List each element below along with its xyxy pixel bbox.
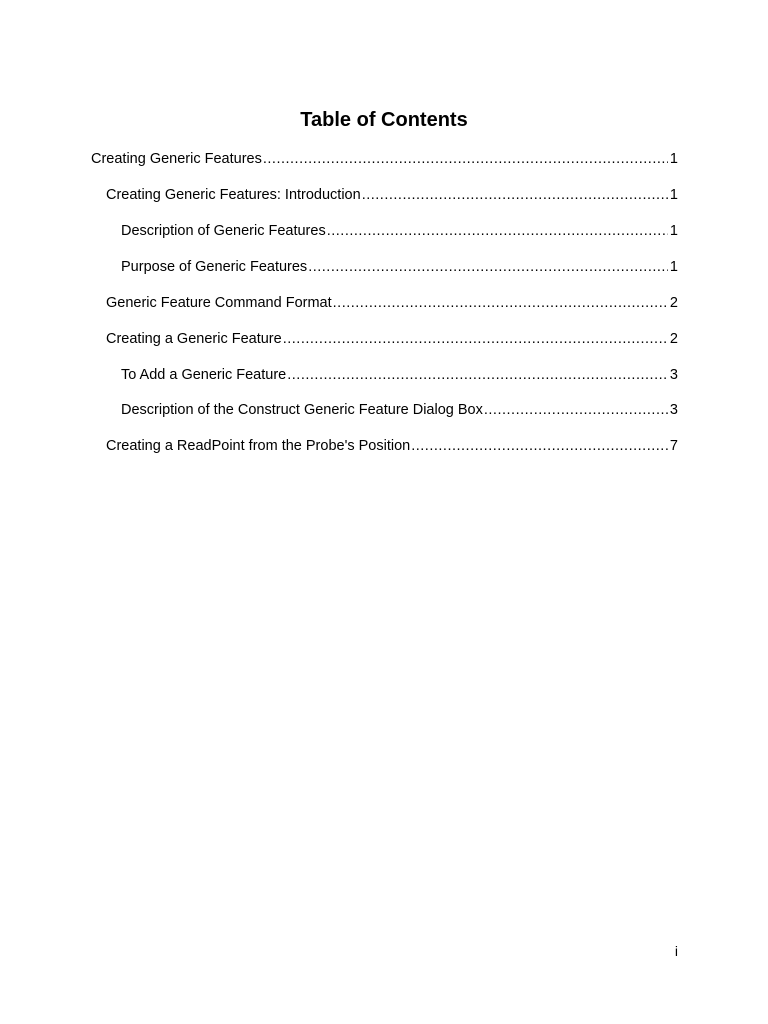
toc-entry[interactable] (106, 294, 678, 312)
toc-entry-label: Description of the Construct Generic Feature Dialog Box (121, 402, 483, 418)
toc-entry[interactable] (91, 150, 678, 168)
toc-entry-page: 2 (669, 331, 678, 347)
toc-entry-label: Creating Generic Features (91, 151, 262, 167)
toc-entry[interactable] (121, 401, 678, 419)
dot-leader (362, 186, 668, 204)
dot-leader (283, 330, 668, 348)
toc-entry-page: 1 (669, 187, 678, 203)
toc-entry[interactable] (121, 258, 678, 276)
toc-entry[interactable] (106, 437, 678, 455)
toc-entry-page: 1 (669, 151, 678, 167)
toc-entry[interactable] (121, 366, 678, 384)
toc-entry-page: 3 (669, 367, 678, 383)
toc-entry-page: 1 (669, 259, 678, 275)
dot-leader (411, 437, 668, 455)
toc-entry-label: Description of Generic Features (121, 223, 326, 239)
dot-leader (308, 258, 668, 276)
toc-entry-label: To Add a Generic Feature (121, 367, 287, 383)
dot-leader (263, 150, 668, 168)
toc-entry[interactable] (106, 330, 678, 348)
dot-leader (287, 366, 668, 384)
toc-entry-page: 7 (669, 438, 678, 454)
toc-entry-label: Purpose of Generic Features (121, 259, 308, 275)
toc-entry-label: Creating Generic Features: Introduction (106, 187, 361, 203)
toc-entry-label: Creating a Generic Feature (106, 331, 282, 347)
toc-entry-page: 2 (669, 295, 678, 311)
toc-entry-label: Generic Feature Command Format (106, 295, 332, 311)
toc-entry-page: 3 (669, 402, 678, 418)
toc-entry-label: Creating a ReadPoint from the Probe's Position (106, 438, 411, 454)
dot-leader (484, 401, 668, 419)
dot-leader (333, 294, 668, 312)
page-number: i (674, 943, 678, 959)
toc-entry[interactable] (106, 186, 678, 204)
toc-entry[interactable] (121, 222, 678, 240)
dot-leader (327, 222, 668, 240)
toc-title: Table of Contents (300, 109, 468, 131)
toc-entry-page: 1 (669, 223, 678, 239)
